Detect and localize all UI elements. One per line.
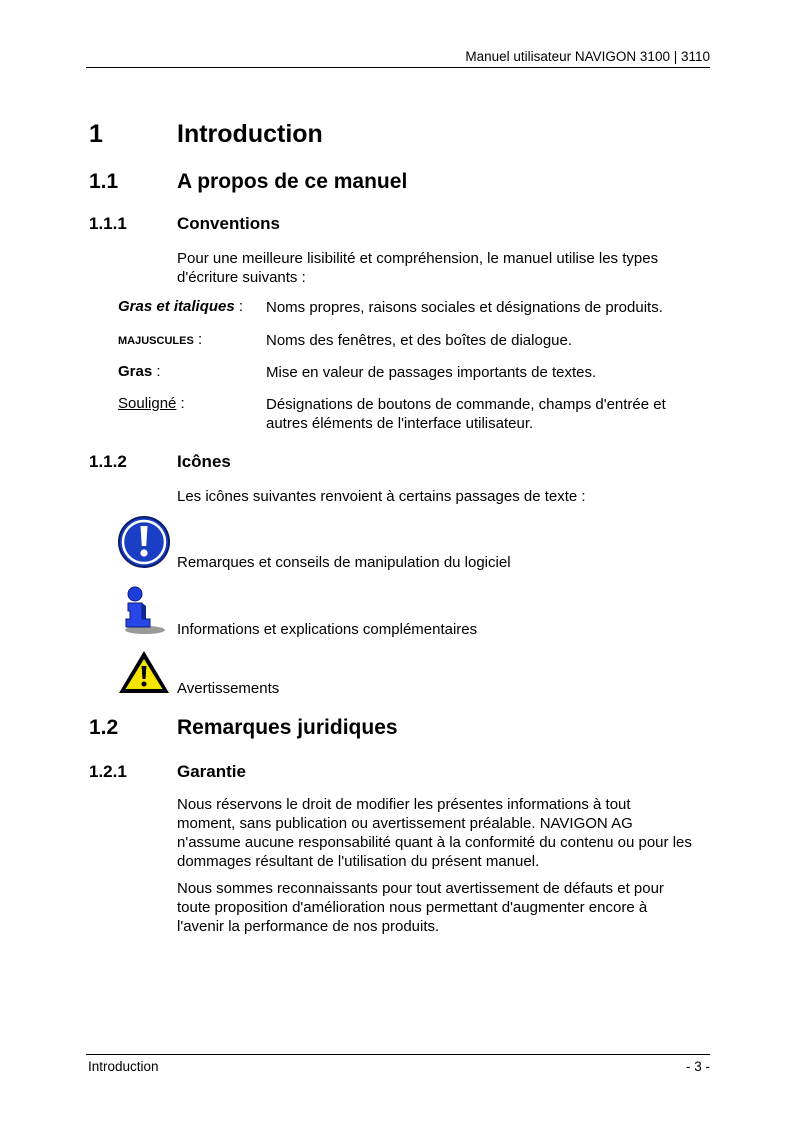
header-rule xyxy=(86,67,710,68)
icons-intro: Les icônes suivantes renvoient à certains passages de texte : xyxy=(177,488,586,505)
warranty-paragraph-1: Nous réservons le droit de modifier les présentes informations à tout moment, sans publication ou avertissement préalable. NAVIGON AG n'assume aucune responsabilité quant à la conformité du contenu ou pour les dommages résultant de l'utilisation du présent manuel. xyxy=(177,796,692,870)
warning-triangle-icon xyxy=(117,649,171,700)
subsection-title: Icônes xyxy=(177,452,231,471)
term-separator: : xyxy=(193,331,203,348)
section-title: A propos de ce manuel xyxy=(177,170,408,193)
subsection-title: Garantie xyxy=(177,762,246,781)
term-text: MAJUSCULES xyxy=(118,335,194,347)
conventions-intro: Pour une meilleure lisibilité et compréhension, le manuel utilise les types d'écriture suivants : xyxy=(177,250,659,286)
convention-desc: Noms propres, raisons sociales et désignations de produits. xyxy=(266,299,663,316)
subsection-number: 1.1.1 xyxy=(89,214,127,233)
exclamation-icon xyxy=(117,515,171,574)
running-header: Manuel utilisateur NAVIGON 3100 | 3110 xyxy=(465,49,710,64)
convention-term-caps xyxy=(118,331,202,348)
convention-desc: Noms des fenêtres, et des boîtes de dialogue. xyxy=(266,332,573,349)
info-person-icon xyxy=(119,585,167,640)
icon-label: Avertissements xyxy=(177,680,280,697)
chapter-number: 1 xyxy=(89,120,103,148)
term-separator: : xyxy=(152,363,161,380)
convention-desc: Désignations de boutons de commande, champs d'entrée et autres éléments de l'interface utilisateur. xyxy=(266,396,666,432)
subsection-number: 1.1.2 xyxy=(89,452,127,471)
term-text: Gras et italiques xyxy=(118,298,235,315)
subsection-number: 1.2.1 xyxy=(89,762,127,781)
chapter-title: Introduction xyxy=(177,120,323,148)
page-number: - 3 - xyxy=(685,1059,710,1074)
convention-term-bold-italic xyxy=(118,298,243,315)
term-separator: : xyxy=(176,395,185,412)
section-number: 1.2 xyxy=(89,716,119,739)
convention-term-underline xyxy=(118,395,185,412)
warranty-paragraph-2: Nous sommes reconnaissants pour tout avertissement de défauts et pour toute proposition d'amélioration nous permettant d'augmenter encore à l'avenir la performance de nos produits. xyxy=(177,880,664,935)
footer-rule xyxy=(86,1054,710,1055)
convention-term-bold xyxy=(118,363,161,380)
section-title: Remarques juridiques xyxy=(177,716,398,739)
term-separator: : xyxy=(234,298,244,315)
convention-desc: Mise en valeur de passages importants de textes. xyxy=(266,364,597,381)
icon-label: Informations et explications complémentaires xyxy=(177,621,478,638)
term-text: Gras xyxy=(118,363,153,380)
icon-label: Remarques et conseils de manipulation du logiciel xyxy=(177,554,511,571)
subsection-title: Conventions xyxy=(177,214,280,233)
term-text: Souligné xyxy=(118,395,177,412)
section-number: 1.1 xyxy=(89,170,119,193)
footer-section: Introduction xyxy=(88,1059,159,1074)
